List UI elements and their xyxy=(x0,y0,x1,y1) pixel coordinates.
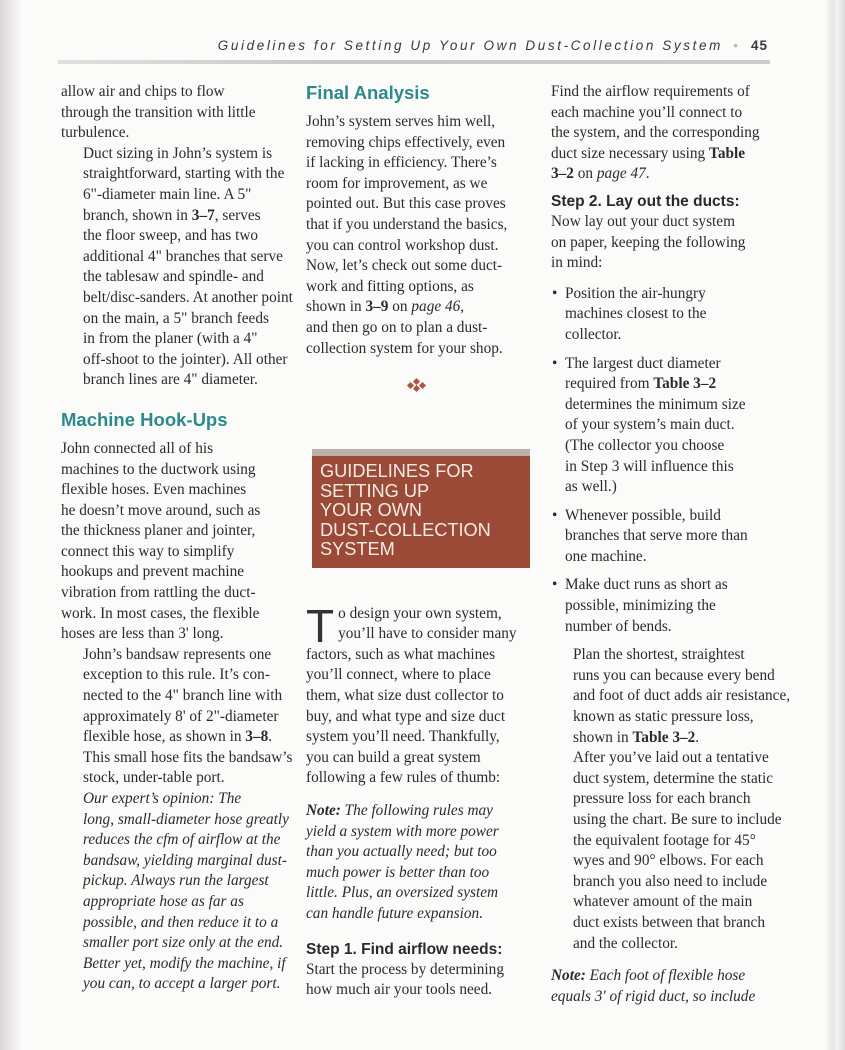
text-line: Duct sizing in John’s system is xyxy=(83,144,273,162)
text-line: Our expert’s opinion: The xyxy=(83,790,242,807)
text-line: reduces the cfm of airflow at the xyxy=(83,831,281,849)
text-line: Now lay out your duct system xyxy=(551,212,735,230)
text-line: little. Plus, an oversized system xyxy=(306,884,499,902)
text-line xyxy=(551,966,776,987)
text-line: the floor sweep, and has two xyxy=(83,227,259,245)
text-line: one machine. xyxy=(565,547,647,565)
text-line: in mind: xyxy=(551,254,603,272)
figure-reference: 3–8 xyxy=(245,728,269,746)
text-line: determines the minimum size xyxy=(565,395,746,413)
text-line: than you actually need; but too xyxy=(306,843,497,861)
text-line: After you’ve laid out a tentative xyxy=(573,749,769,767)
note-label: Note: xyxy=(551,967,586,985)
text-line xyxy=(306,801,528,822)
text-line: connect this way to simplify xyxy=(61,542,235,560)
text-line: known as static pressure loss, xyxy=(573,708,754,726)
text-line: Better yet, modify the machine, if xyxy=(83,954,286,972)
text-line: branches that serve more than xyxy=(565,527,748,545)
text-line xyxy=(306,297,528,318)
text-line: removing chips effectively, even xyxy=(306,133,506,151)
drop-cap: T xyxy=(306,599,335,652)
text-line: long, small-diameter hose greatly xyxy=(83,810,289,828)
text-line: machines closest to the xyxy=(565,305,707,323)
text-line: SETTING UP xyxy=(320,480,430,501)
text-line: smaller port size only at the end. xyxy=(83,934,284,952)
text-line: each machine you’ll connect to xyxy=(551,103,743,121)
text-line: on the main, a 5" branch feeds xyxy=(83,309,269,327)
text-line: approximately 8' of 2"-diameter xyxy=(83,707,279,725)
text-line: 6"-diameter main line. A 5" xyxy=(83,185,252,203)
text-line xyxy=(551,728,776,749)
text-line: whatever amount of the main xyxy=(573,893,753,911)
bullet-icon: • xyxy=(552,284,558,302)
text-line: Now, let’s check out some duct- xyxy=(306,257,503,275)
banner-title xyxy=(312,456,530,568)
bullet-item xyxy=(551,284,776,346)
text-line: possible, minimizing the xyxy=(565,597,716,615)
text-line: possible, and then reduce it to a xyxy=(83,913,279,931)
step-2-heading: Step 2. Lay out the ducts: xyxy=(551,192,740,210)
text-line: branch you also need to include xyxy=(573,872,768,890)
paragraph-hookups xyxy=(61,439,293,645)
text-line: following a few rules of thumb: xyxy=(306,769,501,787)
table-reference: 3–2 xyxy=(551,165,574,183)
text-line: and foot of duct adds air resistance, xyxy=(573,687,791,705)
text-line: GUIDELINES FOR xyxy=(320,461,474,482)
page-edge xyxy=(825,0,845,1050)
text-line: The largest duct diameter xyxy=(565,354,721,372)
text-line: branch lines are 4" diameter. xyxy=(83,371,258,389)
text-line: room for improvement, as we xyxy=(306,174,488,192)
text-line: This small hose fits the bandsaw’s xyxy=(83,748,293,766)
figure-reference: 3–7 xyxy=(191,206,215,224)
text-line: through the transition with little xyxy=(61,103,256,121)
text-line: YOUR OWN xyxy=(320,500,423,521)
text-line: yield a system with more power xyxy=(306,822,499,840)
text-line: Position the air-hungry xyxy=(565,284,706,302)
figure-reference: 3–9 xyxy=(365,298,389,316)
paragraph-intro xyxy=(306,599,528,789)
text-line: The following rules may xyxy=(340,801,493,819)
text-line: flexible hoses. Even machines xyxy=(61,481,247,499)
page-reference: page 46 xyxy=(411,298,461,316)
text-line: turbulence. xyxy=(61,124,130,142)
text-line xyxy=(306,604,528,625)
text-line: and then go on to plan a dust- xyxy=(306,318,488,336)
note-label: Note: xyxy=(306,801,341,819)
text-line xyxy=(61,727,293,748)
text-line: you can build a great system xyxy=(306,748,481,766)
text-line: collection system for your shop. xyxy=(306,339,503,357)
text-line: the equivalent footage for 45° xyxy=(573,831,756,849)
text-line: exception to this rule. It’s con- xyxy=(83,666,270,684)
text-line xyxy=(565,374,776,395)
text-line: of your system’s main duct. xyxy=(565,416,735,434)
text-line: he doesn’t move around, such as xyxy=(61,501,261,519)
paragraph-step-2 xyxy=(551,212,776,274)
text-line xyxy=(551,164,776,185)
text-line: runs you can because every bend xyxy=(573,666,775,684)
text-line: o design your own system, xyxy=(338,604,502,622)
text-line: (The collector you choose xyxy=(565,436,725,454)
text-line: . xyxy=(695,728,700,746)
section-heading-machine-hookups: Machine Hook-Ups xyxy=(61,408,228,430)
text-line: work. In most cases, the flexible xyxy=(61,604,260,622)
text-line: Plan the shortest, straightest xyxy=(573,646,745,664)
bullet-icon: • xyxy=(552,576,558,594)
text-line: you can, to accept a larger port. xyxy=(83,975,281,993)
text-line: shown in xyxy=(306,298,366,316)
bullet-icon: • xyxy=(552,506,558,524)
text-line: allow air and chips to flow xyxy=(61,83,225,100)
diamond-ornament-icon xyxy=(402,379,432,391)
text-line: shown in xyxy=(573,728,633,746)
text-line: Find the airflow requirements of xyxy=(551,83,750,100)
page-reference: page 47 xyxy=(596,165,646,183)
bullet-item xyxy=(551,354,776,498)
header-separator: • xyxy=(733,38,741,53)
layout-bullet-list xyxy=(551,284,776,638)
text-line: can handle future expansion. xyxy=(306,904,484,922)
text-line: duct exists between that branch xyxy=(573,913,765,931)
text-line: belt/disc-sanders. At another point xyxy=(83,288,293,306)
text-line xyxy=(551,144,776,165)
paragraph-airflow xyxy=(551,82,776,185)
text-line: flexible hose, as shown in xyxy=(83,728,246,746)
paragraph-duct-sizing xyxy=(61,144,293,391)
text-line: on paper, keeping the following xyxy=(551,233,746,251)
header-rule xyxy=(58,60,770,64)
text-line: and the collector. xyxy=(573,934,678,952)
paragraph-bandsaw xyxy=(61,645,293,789)
text-line: DUST-COLLECTION xyxy=(320,519,491,540)
text-line: vibration from rattling the duct- xyxy=(61,584,256,602)
banner-top-stripe xyxy=(312,449,530,456)
text-line: John connected all of his xyxy=(61,439,214,457)
text-line: the system, and the corresponding xyxy=(551,124,760,142)
bullet-item xyxy=(551,575,776,637)
text-line: , xyxy=(460,298,465,316)
column-2 xyxy=(306,82,528,1001)
table-reference: Table 3–2 xyxy=(632,728,696,746)
text-line: hookups and prevent machine xyxy=(61,563,245,581)
text-line: off-shoot to the jointer). All other xyxy=(83,350,288,368)
column-1 xyxy=(61,82,293,995)
table-reference: Table 3–2 xyxy=(653,375,717,393)
text-line: factors, such as what machines xyxy=(306,645,496,663)
paragraph xyxy=(61,82,293,144)
paragraph-expert-opinion xyxy=(61,789,293,995)
text-line: straightforward, starting with the xyxy=(83,165,285,183)
table-reference: Table xyxy=(709,144,746,162)
note-flexible-hose xyxy=(551,966,776,1007)
text-line: collector. xyxy=(565,325,622,343)
text-line: much power is better than too xyxy=(306,863,490,881)
text-line: in from the planer (with a 4" xyxy=(83,330,258,348)
text-line: pointed out. But this case proves xyxy=(306,195,506,213)
text-line: pickup. Always run the largest xyxy=(83,872,269,890)
text-line: on xyxy=(573,165,597,183)
running-header xyxy=(200,38,768,53)
text-line: wyes and 90° elbows. For each xyxy=(573,852,764,870)
text-line: equals 3' of rigid duct, so include xyxy=(551,987,756,1005)
bullet-item xyxy=(551,506,776,568)
text-line: number of bends. xyxy=(565,617,672,635)
text-line: you’ll connect, where to place xyxy=(306,666,491,684)
paragraph-final-analysis xyxy=(306,112,528,359)
text-line: you’ll have to consider many xyxy=(338,625,517,643)
page-number: 45 xyxy=(750,38,768,53)
step-1-heading: Step 1. Find airflow needs: xyxy=(306,940,503,958)
text-line: duct size necessary using xyxy=(551,144,710,162)
paragraph-tentative-system xyxy=(551,748,782,954)
guidelines-banner xyxy=(312,449,530,568)
text-line: how much air your tools need. xyxy=(306,981,493,999)
text-line: in Step 3 will influence this xyxy=(565,457,734,475)
section-heading-final-analysis: Final Analysis xyxy=(306,82,430,103)
text-line: them, what size dust collector to xyxy=(306,687,504,704)
paragraph-plan-shortest xyxy=(551,645,791,748)
text-line: machines to the ductwork using xyxy=(61,460,256,478)
text-line: as well.) xyxy=(565,478,617,496)
running-title: Guidelines for Setting Up Your Own Dust-Collection System xyxy=(217,38,723,53)
text-line: you can control workshop dust. xyxy=(306,236,499,254)
text-line: system you’ll need. Thankfully, xyxy=(306,728,500,746)
paragraph-step-1 xyxy=(306,960,528,1001)
page-gutter-shadow xyxy=(0,0,22,1050)
text-line: if lacking in efficiency. There’s xyxy=(306,154,497,172)
text-line: , serves xyxy=(214,206,261,224)
bullet-icon: • xyxy=(552,354,558,372)
text-line: buy, and what type and size duct xyxy=(306,707,506,725)
column-3 xyxy=(551,82,791,1007)
text-line: additional 4" branches that serve xyxy=(83,247,283,265)
text-line: . xyxy=(268,728,273,746)
text-line: work and fitting options, as xyxy=(306,277,474,295)
text-line: John’s system serves him well, xyxy=(306,113,496,130)
text-line: bandsaw, yielding marginal dust- xyxy=(83,851,287,869)
text-line: the tablesaw and spindle- and xyxy=(83,268,264,286)
text-line: using the chart. Be sure to include xyxy=(573,811,782,828)
text-line: duct system, determine the static xyxy=(573,769,774,787)
text-line: John’s bandsaw represents one xyxy=(83,645,272,663)
text-line: that if you understand the basics, xyxy=(306,215,508,233)
text-line: SYSTEM xyxy=(320,539,395,560)
text-line: required from xyxy=(565,375,654,393)
text-line: stock, under-table port. xyxy=(83,769,225,787)
text-line: appropriate hose as far as xyxy=(83,892,244,910)
text-line: branch, shown in xyxy=(83,206,192,224)
text-line: . xyxy=(645,165,650,183)
text-line: Whenever possible, build xyxy=(565,506,721,524)
text-line: on xyxy=(388,298,412,316)
text-line: Make duct runs as short as xyxy=(565,576,728,594)
text-line xyxy=(61,206,293,227)
text-line: hoses are less than 3' long. xyxy=(61,625,224,643)
text-line: pressure loss for each branch xyxy=(573,790,751,808)
note-rules xyxy=(306,801,528,925)
text-line: Start the process by determining xyxy=(306,960,504,978)
text-line: the thickness planer and jointer, xyxy=(61,522,256,540)
text-line: Each foot of flexible hose xyxy=(585,967,746,985)
text-line: nected to the 4" branch line with xyxy=(83,687,283,705)
